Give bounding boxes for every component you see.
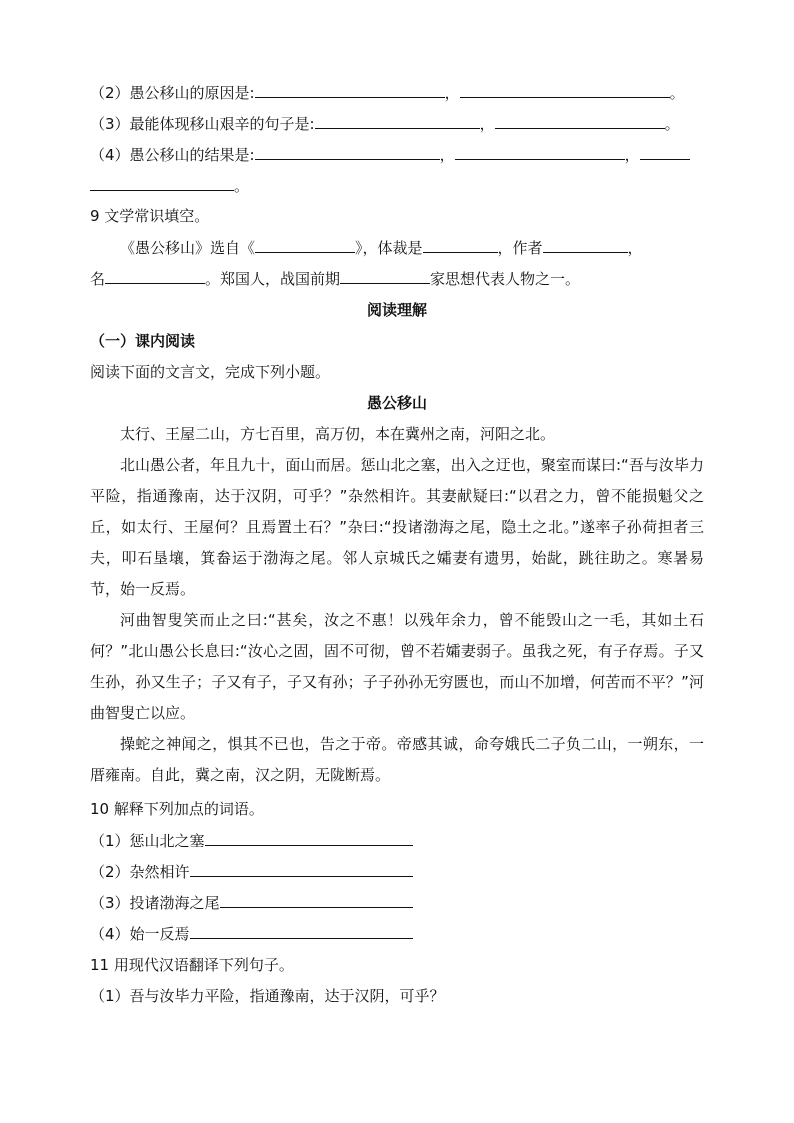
punct: ， xyxy=(444,84,460,102)
text: 家思想代表人物之一。 xyxy=(430,270,581,288)
instruction: 阅读下面的文言文，完成下列小题。 xyxy=(90,363,331,381)
answer-blank[interactable] xyxy=(455,144,625,160)
q8-item-4-continued xyxy=(90,175,249,196)
q8-item-3 xyxy=(90,113,680,134)
q9-title: 9 文学常识填空。 xyxy=(90,207,210,225)
text: 》，体裁是 xyxy=(355,239,423,257)
q10-item-1 xyxy=(90,830,413,851)
answer-blank[interactable] xyxy=(315,113,480,129)
q10-item-4 xyxy=(90,923,413,944)
answer-blank[interactable] xyxy=(220,892,413,908)
answer-blank[interactable] xyxy=(460,82,670,98)
passage-paragraph-3: 河曲智叟笑而止之曰:“甚矣，汝之不惠！以残年余力，曾不能毁山之一毛，其如土石何？”北山愚公长息曰:“汝心之固，固不可彻，曾不若孀妻弱子。虽我之死，有子存焉。子又生孙，孙又生子；子又有子，子又有孙；子子孙孙无穷匮也，而山不加增，何苦而不平？”河曲智叟亡以应。 xyxy=(90,611,704,722)
item-text: 投诸渤海之尾 xyxy=(129,894,220,912)
text: 《愚公移山》选自《 xyxy=(120,239,256,257)
item-number: （3） xyxy=(90,115,130,133)
item-number: （1） xyxy=(90,832,130,850)
answer-blank[interactable] xyxy=(543,237,628,253)
answer-blank[interactable] xyxy=(190,861,413,877)
item-text: 最能体现移山艰辛的句子是: xyxy=(129,115,315,133)
item-text: 愚公移山的结果是: xyxy=(129,146,255,164)
text: ，作者 xyxy=(497,239,543,257)
passage-title: 愚公移山 xyxy=(366,394,427,412)
answer-blank[interactable] xyxy=(340,268,430,284)
section-title: 阅读理解 xyxy=(366,301,427,319)
punct: 。 xyxy=(669,84,685,102)
q11-item-1: （1）吾与汝毕力平险，指通豫南，达于汉阴，可乎？ xyxy=(90,987,445,1005)
q10-title: 10 解释下列加点的词语。 xyxy=(90,800,264,818)
punct: ， xyxy=(479,115,495,133)
passage-paragraph-2: 北山愚公者，年且九十，面山而居。惩山北之塞，出入之迂也，聚室而谋曰:“吾与汝毕力平险，指通豫南，达于汉阴，可乎？”杂然相许。其妻献疑曰:“以君之力，曾不能损魁父之丘，如太行、王屋何？且焉置土石？”杂曰:“投诸渤海之尾，隐土之北。”遂率子孙荷担者三夫，叩石垦壤，箕畚运于渤海之尾。邻人京城氏之孀妻有遗男，始龀，跳往助之。寒暑易节，始一反焉。 xyxy=(90,456,704,598)
q8-item-2 xyxy=(90,82,685,103)
q9-line-2 xyxy=(90,268,580,289)
punct: 。 xyxy=(234,177,250,195)
text: 名 xyxy=(90,270,106,288)
punct: 。 xyxy=(664,115,680,133)
punct: ， xyxy=(624,146,640,164)
q8-item-4 xyxy=(90,144,690,165)
q10-item-3 xyxy=(90,892,413,913)
passage-paragraph-4: 操蛇之神闻之，惧其不已也，告之于帝。帝感其诚，命夸娥氏二子负二山，一朔东，一厝雍南。自此，冀之南，汉之阴，无陇断焉。 xyxy=(90,735,704,784)
passage-paragraph-1: 太行、王屋二山，方七百里，高万仞，本在冀州之南，河阳之北。 xyxy=(120,425,556,443)
answer-blank[interactable] xyxy=(495,113,665,129)
q9-line-1 xyxy=(90,237,643,258)
answer-blank[interactable] xyxy=(423,237,498,253)
item-number: （3） xyxy=(90,894,130,912)
answer-blank[interactable] xyxy=(190,923,413,939)
punct: ， xyxy=(439,146,455,164)
answer-blank[interactable] xyxy=(640,144,690,160)
answer-blank[interactable] xyxy=(105,268,205,284)
item-number: （2） xyxy=(90,84,130,102)
q11-title: 11 用现代汉语翻译下列句子。 xyxy=(90,956,294,974)
item-text: 杂然相许 xyxy=(129,863,190,881)
item-text: 惩山北之塞 xyxy=(129,832,205,850)
item-number: （4） xyxy=(90,925,130,943)
text: ， xyxy=(627,239,643,257)
answer-blank[interactable] xyxy=(205,830,413,846)
text: 。郑国人，战国前期 xyxy=(205,270,341,288)
answer-blank[interactable] xyxy=(255,82,445,98)
q10-item-2 xyxy=(90,861,413,882)
item-text: 始一反焉 xyxy=(129,925,190,943)
answer-blank[interactable] xyxy=(90,175,234,191)
section-subtitle: （一）课内阅读 xyxy=(90,332,196,350)
item-text: 愚公移山的原因是: xyxy=(129,84,255,102)
answer-blank[interactable] xyxy=(255,144,440,160)
answer-blank[interactable] xyxy=(255,237,355,253)
item-number: （2） xyxy=(90,863,130,881)
item-number: （4） xyxy=(90,146,130,164)
